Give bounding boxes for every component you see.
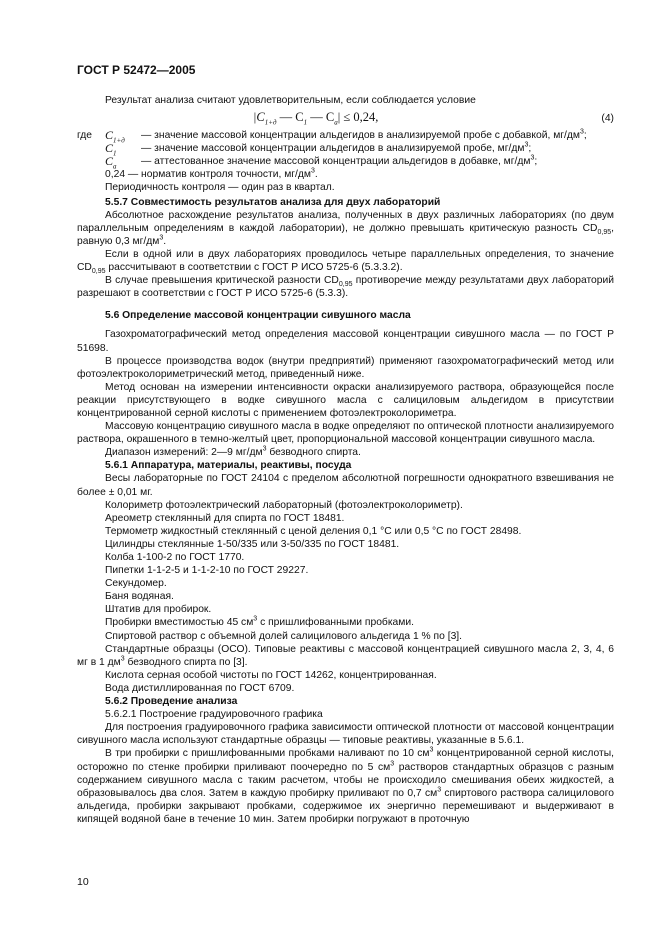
formula-number: (4) [601,113,614,125]
norm-line: 0,24 — норматив контроля точности, $мг/дм^3$. [105,167,318,181]
paragraph: В процессе производства водок (внутри предприятий) применяют газохроматографический метод или фотоэлектроколориметрический метод, приведенный ниже. [77,355,614,380]
paragraph: Газохроматографический метод определения массовой концентрации сивушного масла — по ГОСТ Р 51698. [77,329,614,354]
paragraph: Массовую концентрацию сивушного масла в водке определяют по оптической плотности анализируемого раствора, окрашенного в темно-желтый цвет, пропорциональной массовой концентрации сивушного масла. [77,421,614,446]
symbol: $C_а$ [105,154,117,171]
list-item: Секундомер. [105,578,167,590]
where-item [77,128,614,145]
section-heading-5-6-1: 5.6.1 Аппаратура, материалы, реактивы, посуда [105,460,352,472]
list-item: Вода дистиллированная по ГОСТ 6709. [105,682,295,694]
list-item: Баня водяная. [105,591,174,603]
paragraph: В три пробирки с пришлифованными пробками наливают по 10 $см^3$ концентрированной серной кислоты, осторожно по стенке пробирки приливают поочередно по 5 $см^3$ растворов стандартных образцов с разным содержанием сивушного масла с таким расчетом, чтобы не происходило смешивания обеих жидкостей, а образовывалось два слоя. Затем в каждую пробирку приливают по 0,7 $см^3$ спиртового раствора салицилового альдегида, пробирки закрывают пробками, содержимое их энергично перемешивают и выдерживают в кипящей водяной бане в течение 10 мин. Затем пробирки погружают в проточную [77,746,615,825]
paragraph: Диапазон измерений: 2—9 $мг/дм^3$ безводного спирта. [105,445,361,459]
page-number: 10 [77,876,89,888]
formula-expression: $|C_{1+д}$ — $C_1$ — $C_а| \le 0,24$, [253,110,379,127]
document-header: ГОСТ Р 52472—2005 [77,63,196,77]
list-item: Термометр жидкостный стеклянный с ценой деления 0,1 °С или 0,5 °С по ГОСТ 28498. [105,525,522,537]
paragraph: Абсолютное расхождение результатов анализа, полученных в двух различных лабораториях (по двум параллельным определениям в каждой лаборатории), не должно превышать критическую разность $CD_{0,95}$, равную 0,3 $мг/дм^3$. [77,209,614,247]
list-item: Штатив для пробирок. [105,604,212,616]
where-item [77,141,614,158]
list-item: Пипетки 1-1-2-5 и 1-1-2-10 по ГОСТ 29227. [105,565,309,577]
list-item: Стандартные образцы (ОСО). Типовые реактивы с массовой концентрацией сивушного масла 2, 3, 4, 6 мг в 1 $дм^3$ безводного спирта по [3]. [77,643,614,668]
where-word: где [77,130,93,142]
where-item [77,154,614,171]
list-item: Колба 1-100-2 по ГОСТ 1770. [105,552,245,563]
section-heading-5-5-7: 5.5.7 Совместимость результатов анализа для двух лабораторий [105,196,441,208]
symbol-description: — значение массовой концентрации альдегидов в анализируемой пробе, $мг/дм^3$; [141,141,532,155]
paragraph: Метод основан на измерении интенсивности окраски анализируемого раствора, образующейся после реакции присутствующего в водке сивушного масла с салициловым альдегидом в присутствии концентрированной серной кислоты с применением фотоэлектроколориметра. [77,381,614,419]
list-item: Спиртовой раствор с объемной долей салицилового альдегида 1 % по [3]. [105,630,463,642]
list-item: Ареометр стеклянный для спирта по ГОСТ 18481. [105,512,345,524]
section-heading-5-6: 5.6 Определение массовой концентрации сивушного масла [105,310,411,322]
symbol-description: — аттестованное значение массовой концентрации альдегидов в добавке, $мг/дм^3$; [141,154,538,168]
symbol-description: — значение массовой концентрации альдегидов в анализируемой пробе с добавкой, $мг/дм^3$; [141,128,587,142]
page-content [77,88,614,826]
list-item: Пробирки вместимостью 45 $см^3$ с пришлифованными пробками. [105,616,414,629]
paragraph: Весы лабораторные по ГОСТ 24104 с пределом абсолютной погрешности однократного взвешивания не более ± 0,01 мг. [77,473,614,498]
paragraph: Если в одной или в двух лабораториях проводилось четыре параллельных определения, то значение $CD_{0,95}$ рассчитывают в соответствии с ГОСТ Р ИСО 5725-6 (5.3.3.2). [77,248,614,276]
symbol: $C_1$ [105,141,117,158]
paragraph: Для построения градуировочного графика зависимости оптической плотности от массовой концентрации сивушного масла используют стандартные образцы — типовые реактивы, указанные в 5.6.1. [77,722,614,747]
section-heading-5-6-2: 5.6.2 Проведение анализа [105,696,238,708]
list-item: Цилиндры стеклянные 1-50/335 или 3-50/335 по ГОСТ 18481. [105,538,400,550]
paragraph: Периодичность контроля — один раз в квартал. [105,182,335,194]
list-item: Кислота серная особой чистоты по ГОСТ 14262, концентрированная. [105,669,437,681]
subsection-title: 5.6.2.1 Построение градуировочного графика [105,709,323,721]
list-item: Колориметр фотоэлектрический лабораторный (фотоэлектроколориметр). [105,499,463,511]
condition-text: Результат анализа считают удовлетворительным, если соблюдается условие [105,95,476,106]
symbol: $C_{1+д}$ [105,128,125,145]
formula-4 [77,109,614,129]
paragraph: В случае превышения критической разности $CD_{0,95}$ противоречие между результатами двух лабораторий разрешают в соответствии с ГОСТ Р ИСО 5725-6 (5.3.3). [77,275,615,300]
